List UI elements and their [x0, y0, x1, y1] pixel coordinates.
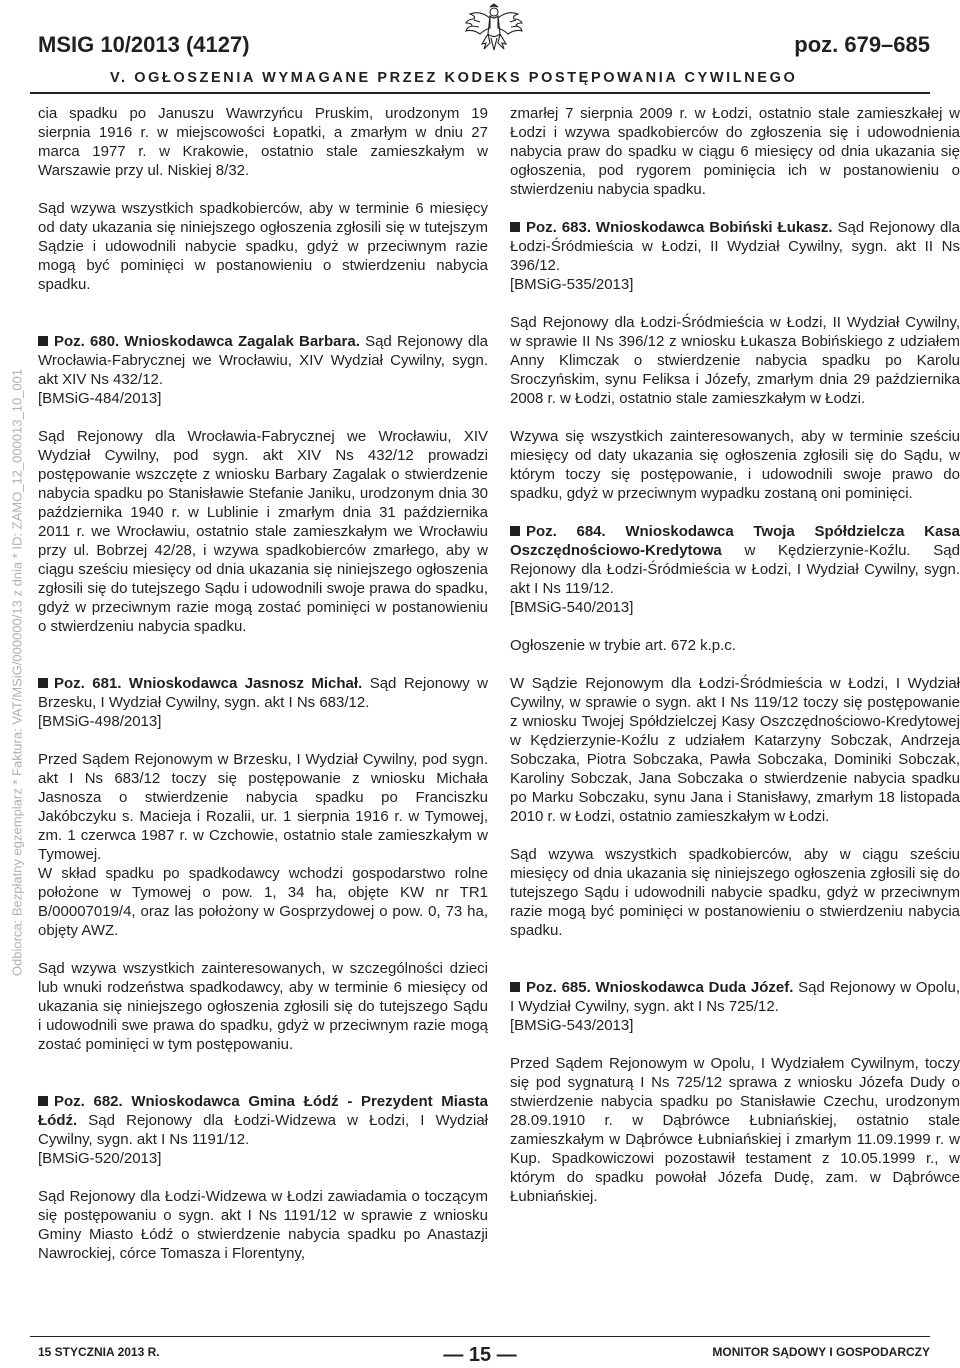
positions-range: poz. 679–685 [794, 32, 930, 57]
continuation-paragraph: zmarłej 7 sierpnia 2009 r. w Łodzi, ostatnio stale zamieszkałej w Łodzi i wzywa spadkobierców do zgłoszenia się i udowodnienia nabycia praw do spadku w ciągu 6 miesięcy od dnia ukazania się ogłoszenia, pod rygorem pominięcia ich w postanowieniu o stwierdzeniu nabycia spadku. [510, 105, 960, 198]
entry-681 [38, 674, 488, 731]
recipient-watermark: Odbiorca: Bezpłatny egzemplarz * Faktura: VAT/MSiG/000000/13 z dnia * ID: ZAMO_12_000013_10_001 [9, 368, 25, 977]
entry-body: Wzywa się wszystkich zainteresowanych, aby w terminie sześciu miesięcy od daty ukazania się ogłoszenia zgłosili się do Sądu, w którym toczy się postępowanie, i udowodnili swoje prawo do spadku, gdyż w przeciwnym wypadku zostaną oni pominięci. [510, 428, 960, 502]
entry-680 [38, 332, 488, 408]
entry-body: Przed Sądem Rejonowym w Opolu, I Wydziałem Cywilnym, toczy się pod sygnaturą I Ns 725/12 sprawa z wniosku Józefa Dudy o stwierdzenie nabycia spadku po Stanisławie Czechu, urodzonym 28.09.1910 r. w Dąbrówce Łubniańskiej, ostatnio stale zamieszkałym w Dąbrówce Łubniańskiej i zmarłym 11.09.1999 r. w Kup. Spadkowiczowi pozostawił testament z 10.05.1999 r., w którym do spadku powołał Józefa Dudę, zam. w Dąbrówce Łubniańskiej. [510, 1055, 960, 1205]
entry-body: Sąd Rejonowy dla Łodzi-Widzewa w Łodzi zawiadamia o toczącym się postępowaniu o sygn. akt I Ns 1191/12 w sprawie z wniosku Gminy Miasto Łódź o stwierdzenie nabycia spadku po Anastazji Nawrockiej, córce Tomasza i Florentyny, [38, 1188, 488, 1262]
publication-name: MONITOR SĄDOWY I GOSPODARCZY [712, 1345, 930, 1359]
entry-court: Sąd Rejonowy w Opolu, I Wydział Cywilny, sygn. akt I Ns 725/12. [510, 979, 960, 1015]
entry-court: Sąd Rejonowy dla Łodzi-Widzewa w Łodzi, I Wydział Cywilny, sygn. akt I Ns 1191/12. [38, 1112, 488, 1148]
entry-mode: Ogłoszenie w trybie art. 672 k.p.c. [510, 637, 736, 654]
issue-date: 15 STYCZNIA 2013 R. [38, 1345, 160, 1359]
entry-reference: [BMSiG-540/2013] [510, 599, 634, 616]
polish-eagle-emblem-icon [464, 0, 524, 56]
entry-body: W Sądzie Rejonowym dla Łodzi-Śródmieścia w Łodzi, I Wydział Cywilny, w sprawie o sygn. akt I Ns 119/12 toczy się postępowanie z wniosku Twojej Spółdzielczej Kasy Oszczędnościowo-Kredytowej w Kędzierzynie-Koźlu z udziałem Katarzyny Sobczak, Andrzeja Sobczaka, Piotra Sobczaka, Pawła Sobczaka, Dominiki Sobczak, Karoliny Sobczak, Jana Sobczaka o stwierdzenie nabycia spadku po Marku Sobczaku, synu Jana i Stanisławy, zmarłym 18 listopada 2010 r. w Łodzi, ostatnio zamieszkałym w Łodzi. [510, 675, 960, 825]
entry-heading: Poz. 681. Wnioskodawca Jasnosz Michał. [54, 675, 363, 692]
entry-court: w Kędzierzynie-Koźlu. Sąd Rejonowy dla Łodzi-Śródmieścia w Łodzi, I Wydział Cywilny, sygn. akt I Ns 119/12. [510, 542, 960, 597]
summons-paragraph: Sąd wzywa wszystkich spadkobierców, aby w terminie 6 miesięcy od daty ukazania się niniejszego ogłoszenia zgłosili się w tutejszym Sądzie i udowodnili nabycie spadku, gdyż w przeciwnym razie mogą być pominięci w postanowieniu o stwierdzeniu nabycia spadku. [38, 200, 488, 293]
entry-reference: [BMSiG-543/2013] [510, 1017, 634, 1034]
bullet-square-icon [510, 222, 520, 232]
continuation-paragraph: cia spadku po Januszu Wawrzyńcu Pruskim, urodzonym 19 sierpnia 1916 r. w miejscowości Łopatki, a zmarłym w dniu 27 marca 1977 r. w Krakowie, ostatnio stale zamieszkałym w Warszawie przy ul. Niskiej 8/32. [38, 105, 488, 179]
entry-heading: Poz. 684. Wnioskodawca Twoja Spółdzielcza Kasa Oszczędnościowo-Kredytowa [510, 523, 960, 559]
entry-body: Sąd Rejonowy dla Łodzi-Śródmieścia w Łodzi, II Wydział Cywilny, w sprawie II Ns 396/12 z wniosku Łukasza Bobińskiego z udziałem Anny Klimczak o stwierdzenie nabycia spadku po Karolu Sroczyńskim, synu Feliksa i Józefy, zmarłym dnia 29 października 2008 r. w Łodzi, ostatnio stale zamieszkałym w Łodzi. [510, 314, 960, 407]
entry-court: Sąd Rejonowy w Brzesku, I Wydział Cywilny, sygn. akt I Ns 683/12. [38, 675, 488, 711]
entry-body: Sąd wzywa wszystkich zainteresowanych, w szczególności dzieci lub wnuki rodzeństwa spadkodawcy, aby w terminie 6 miesięcy od ukazania się niniejszego ogłoszenia zgłosili się do tutejszego Sądu i udowodnili swe prawa do spadku, gdyż w przeciwnym razie mogą zostać pominięci w tym postępowaniu. [38, 960, 488, 1053]
entry-683 [510, 218, 960, 294]
entry-682 [38, 1092, 488, 1168]
entry-body: Przed Sądem Rejonowym w Brzesku, I Wydział Cywilny, pod sygn. akt I Ns 683/12 toczy się postępowanie z wniosku Michała Jasnosza o stwierdzenie nabycia spadku po Franciszku Jakóbczyku s. Macieja i Rozalii, ur. 1 sierpnia 1916 r. w Tymowej, zm. 1 czerwca 1987 r. w Czchowie, ostatnio stale zamieszkałym w Tymowej. [38, 751, 488, 863]
entry-heading: Poz. 682. Wnioskodawca Gmina Łódź - Prezydent Miasta Łódź. [38, 1093, 488, 1129]
bullet-square-icon [510, 982, 520, 992]
entry-heading: Poz. 685. Wnioskodawca Duda Józef. [526, 979, 794, 996]
entry-reference: [BMSiG-498/2013] [38, 713, 162, 730]
entry-court: Sąd Rejonowy dla Łodzi-Śródmieścia w Łodzi, II Wydział Cywilny, sygn. akt II Ns 396/12. [510, 219, 960, 274]
bullet-square-icon [510, 526, 520, 536]
entry-reference: [BMSiG-520/2013] [38, 1150, 162, 1167]
footer-rule [30, 1336, 930, 1337]
entry-body: Sąd Rejonowy dla Wrocławia-Fabrycznej we Wrocławiu, XIV Wydział Cywilny, pod sygn. akt XIV Ns 432/12 prowadzi postępowanie wszczęte z wniosku Barbary Zagalak o stwierdzenie nabycia spadku po Stanisławie Stefanie Janiku, urodzonym dnia 30 października 1940 r. w Lublinie i zmarłym dnia 31 października 2011 r. we Wrocławiu, ostatnio stale zamieszkałym we Wrocławiu przy ul. Bobrzej 42/28, i wzywa spadkobierców zmarłego, aby w ciągu sześciu miesięcy od dnia ukazania się niniejszego ogłoszenia zgłosili się do tutejszego Sądu i udowodnili swoje prawa do spadku, gdyż w przeciwnym razie mogą zostać pominięci w postanowieniu o stwierdzeniu nabycia spadku. [38, 428, 488, 635]
section-title: V. OGŁOSZENIA WYMAGANE PRZEZ KODEKS POSTĘPOWANIA CYWILNEGO [110, 70, 798, 86]
header-rule [30, 92, 930, 94]
page-number: — 15 — [443, 1344, 517, 1366]
entry-body: Sąd wzywa wszystkich spadkobierców, aby w ciągu sześciu miesięcy od dnia ukazania się niniejszego ogłoszenia zgłosili się do tutejszego Sądu i udowodnili nabycie spadku, gdyż w przeciwnym razie mogą być pominięci w postanowieniu o stwierdzeniu nabycia spadku. [510, 846, 960, 939]
entry-body: W skład spadku po spadkodawcy wchodzi gospodarstwo rolne położone w Tymowej o pow. 1, 34 ha, objęte KW nr TR1 B/00007019/4, oraz las położony w Gosprzydowej o pow. 0, 73 ha, objęty AWZ. [38, 865, 488, 939]
entry-heading: Poz. 683. Wnioskodawca Bobiński Łukasz. [526, 219, 833, 236]
bullet-square-icon [38, 1096, 48, 1106]
entry-684 [510, 522, 960, 617]
entry-heading: Poz. 680. Wnioskodawca Zagalak Barbara. [54, 333, 360, 350]
right-column [510, 104, 960, 1206]
entry-reference: [BMSiG-535/2013] [510, 276, 634, 293]
entry-reference: [BMSiG-484/2013] [38, 390, 162, 407]
journal-issue: MSIG 10/2013 (4127) [38, 32, 250, 57]
bullet-square-icon [38, 678, 48, 688]
bullet-square-icon [38, 336, 48, 346]
left-column [38, 104, 488, 1263]
entry-685 [510, 978, 960, 1035]
entry-court: Sąd Rejonowy dla Wrocławia-Fabrycznej we Wrocławiu, XIV Wydział Cywilny, sygn. akt XIV Ns 432/12. [38, 333, 489, 388]
